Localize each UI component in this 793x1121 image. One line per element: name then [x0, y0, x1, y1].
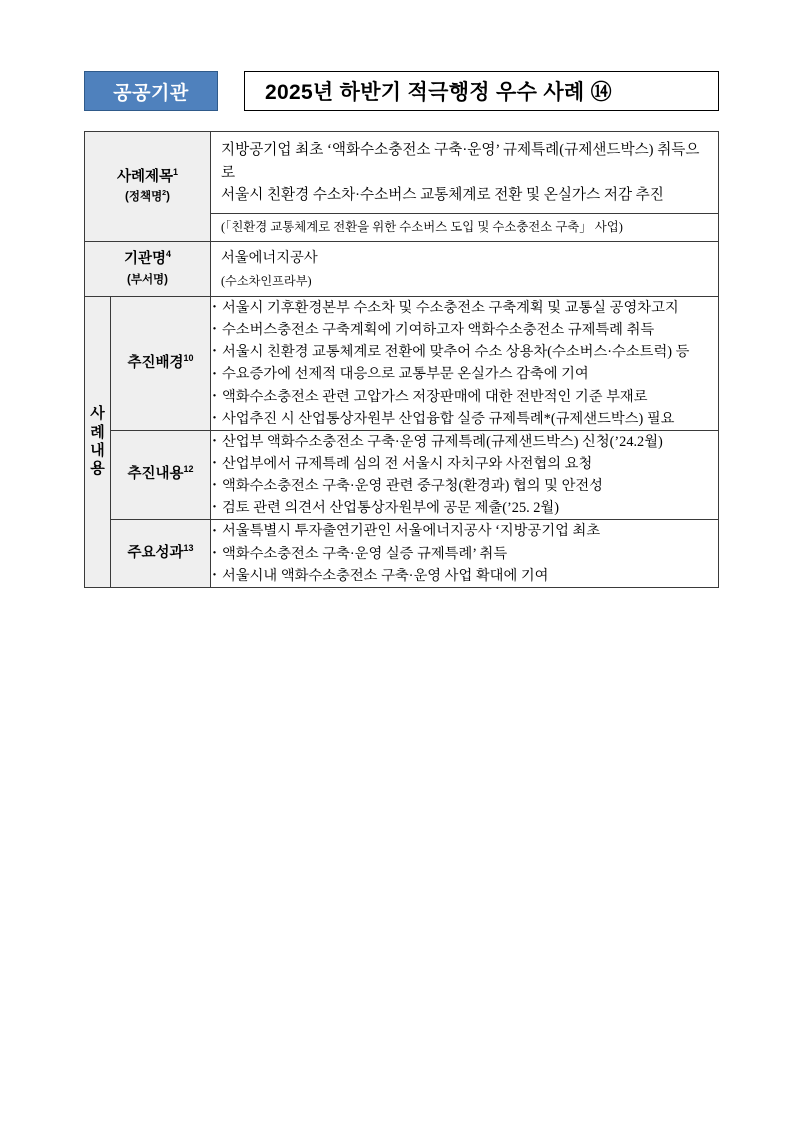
table-row-background [85, 296, 719, 430]
document-header [84, 71, 719, 111]
list-item: · 산업부 액화수소충전소 구축·운영 규제특례(규제샌드박스) 신청(’24.2월) [211, 431, 718, 453]
list-item: · 수소버스충전소 구축계획에 기여하고자 액화수소충전소 규제특례 취득 [211, 319, 718, 341]
list-item: · 액화수소충전소 관련 고압가스 저장판매에 대한 전반적인 기준 부재로 [211, 386, 718, 408]
document-title-box [244, 71, 719, 111]
row-label-progress [111, 430, 211, 520]
background-bullet-list [211, 297, 718, 430]
row-sublabel-org-name: (부서명) [127, 273, 168, 286]
cell-org-name-content [211, 242, 719, 297]
row-label-case-title-sup: 1 [173, 166, 179, 177]
list-item: · 서울시내 액화수소충전소 구축·운영 사업 확대에 기여 [211, 565, 718, 587]
row-label-progress-sup: 12 [183, 464, 194, 475]
case-content-spine-text: 사 례 내 용 [90, 405, 105, 478]
cell-progress-content [211, 430, 719, 520]
row-sublabel-case-title [85, 190, 210, 206]
list-item: · 서울시 기후환경본부 수소차 및 수소충전소 구축계획 및 교통실 공영차고지 [211, 297, 718, 319]
row-label-results [111, 520, 211, 587]
agency-type-badge: 공공기관 [84, 71, 218, 111]
row-label-case-content-spine [85, 296, 111, 587]
list-item: · 액화수소충전소 구축·운영 관련 중구청(환경과) 협의 및 안전성 [211, 475, 718, 497]
list-item: · 액화수소충전소 구축·운영 실증 규제특례’ 취득 [211, 543, 718, 565]
list-item: · 서울특별시 투자출연기관인 서울에너지공사 ‘지방공기업 최초 [211, 520, 718, 542]
page-title: 2025년 하반기 적극행정 우수 사례 ⑭ [265, 81, 612, 104]
cell-results-content [211, 520, 719, 587]
cell-background-content [211, 296, 719, 430]
row-label-background [111, 296, 211, 430]
case-detail-table [84, 131, 719, 588]
row-label-background-sup: 10 [183, 352, 194, 363]
row-label-case-title [85, 132, 211, 242]
row-label-results-text: 주요성과 [127, 544, 184, 561]
row-label-results-sup: 13 [183, 543, 194, 554]
list-item: · 수요증가에 선제적 대응으로 교통부문 온실가스 감축에 기여 [211, 363, 718, 385]
list-item: · 사업추진 시 산업통상자원부 산업융합 실증 규제특례*(규제샌드박스) 필요 [211, 408, 718, 430]
row-sublabel-case-title-close: ) [166, 191, 170, 204]
cell-case-title-content [211, 132, 719, 242]
list-item: · 서울시 친환경 교통체계로 전환에 맞추어 수소 상용차(수소버스·수소트럭) 등 [211, 341, 718, 363]
case-title-main [211, 132, 718, 214]
table-row-results [85, 520, 719, 587]
row-label-org-name-text: 기관명 [123, 251, 167, 268]
row-label-background-text: 추진배경 [127, 354, 184, 371]
row-label-case-title-text: 사례제목 [116, 168, 174, 185]
row-label-progress-text: 추진내용 [127, 466, 184, 483]
row-sublabel-case-title-text: (정책명 [125, 191, 163, 204]
case-title-line-1: 지방공기업 최초 ‘액화수소충전소 구축·운영’ 규제특례(규제샌드박스) 취득으로 [221, 142, 700, 181]
org-name-value: 서울에너지공사 [221, 250, 318, 267]
table-row-org-name [85, 242, 719, 297]
list-item: · 검토 관련 의견서 산업통상자원부에 공문 제출(’25. 2월) [211, 497, 718, 519]
results-bullet-list [211, 520, 718, 586]
row-label-org-name-sup: 4 [166, 249, 172, 260]
case-title-line-2: 서울시 친환경 수소차·수소버스 교통체계로 전환 및 온실가스 저감 추진 [221, 187, 664, 204]
row-sublabel-case-title-sup: 2 [162, 189, 167, 198]
progress-bullet-list [211, 431, 718, 520]
case-title-project-note: (「친환경 교통체계로 전환을 위한 수소버스 도입 및 수소충전소 구축」 사업) [221, 219, 623, 234]
list-item: · 산업부에서 규제특례 심의 전 서울시 자치구와 사전협의 요청 [211, 453, 718, 475]
org-department-value: (수소차인프라부) [221, 273, 312, 288]
table-row-case-title [85, 132, 719, 242]
row-label-org-name [85, 242, 211, 297]
table-row-progress [85, 430, 719, 520]
